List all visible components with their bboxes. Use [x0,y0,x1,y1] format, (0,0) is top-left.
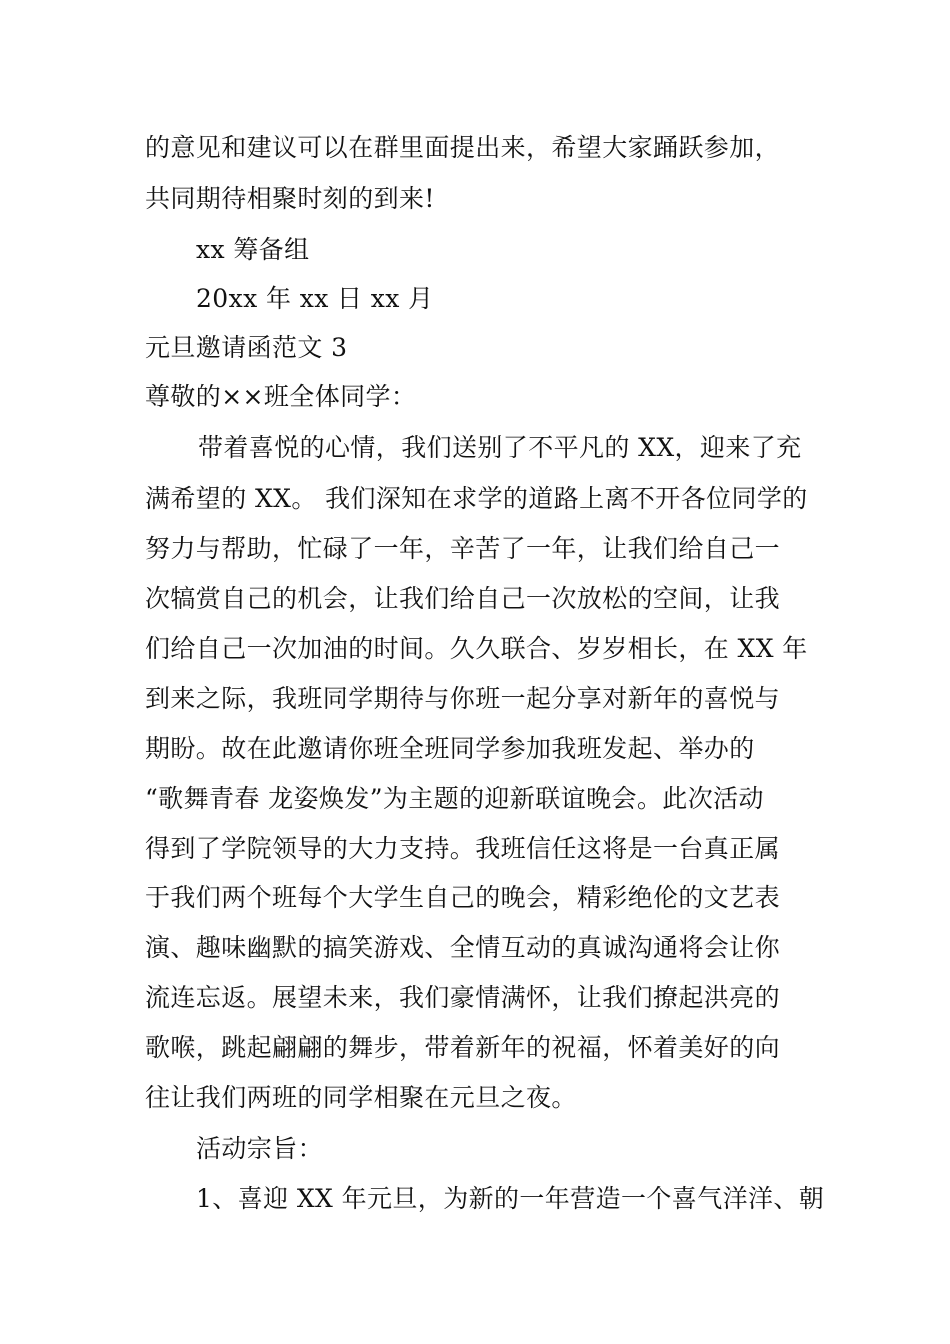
paragraph-line-7: 期盼。故在此邀请你班全班同学参加我班发起、举办的 [145,734,755,763]
text-line-1: 的意见和建议可以在群里面提出来，希望大家踊跃参加， [145,133,781,162]
paragraph-line-10: 于我们两个班每个大学生自己的晚会，精彩绝伦的文艺表 [145,883,781,912]
text-line-2: 共同期待相聚时刻的到来! [145,184,435,213]
salutation: 尊敬的××班全体同学： [145,382,417,411]
paragraph-line-8: “歌舞青春 龙姿焕发”为主题的迎新联谊晚会。此次活动 [145,784,764,813]
paragraph-line-14: 往让我们两班的同学相聚在元旦之夜。 [145,1083,577,1112]
paragraph-line-11: 演、趣味幽默的搞笑游戏、全情互动的真诚沟通将会让你 [145,933,781,962]
paragraph-line-6: 到来之际，我班同学期待与你班一起分享对新年的喜悦与 [145,684,781,713]
paragraph-line-4: 次犒赏自己的机会，让我们给自己一次放松的空间，让我 [145,584,781,613]
paragraph-line-13: 歌喉，跳起翩翩的舞步，带着新年的祝福，怀着美好的向 [145,1033,781,1062]
signature-date: 20xx 年 xx 日 xx 月 [196,284,434,313]
paragraph-line-9: 得到了学院领导的大力支持。我班信任这将是一台真正属 [145,834,781,863]
paragraph-line-3: 努力与帮助，忙碌了一年，辛苦了一年，让我们给自己一 [145,534,781,563]
paragraph-line-5: 们给自己一次加油的时间。久久联合、岁岁相长，在 XX 年 [145,634,808,663]
list-item-1: 1、喜迎 XX 年元旦，为新的一年营造一个喜气洋洋、朝 [196,1184,825,1213]
paragraph-line-1: 带着喜悦的心情，我们送别了不平凡的 XX，迎来了充 [198,433,802,462]
section-title: 元旦邀请函范文 3 [145,333,348,362]
subheading-purpose: 活动宗旨： [196,1134,324,1163]
signature-group: xx 筹备组 [196,235,310,264]
paragraph-line-12: 流连忘返。展望未来，我们豪情满怀，让我们撩起洪亮的 [145,983,781,1012]
paragraph-line-2: 满希望的 XX。 我们深知在求学的道路上离不开各位同学的 [145,484,808,513]
